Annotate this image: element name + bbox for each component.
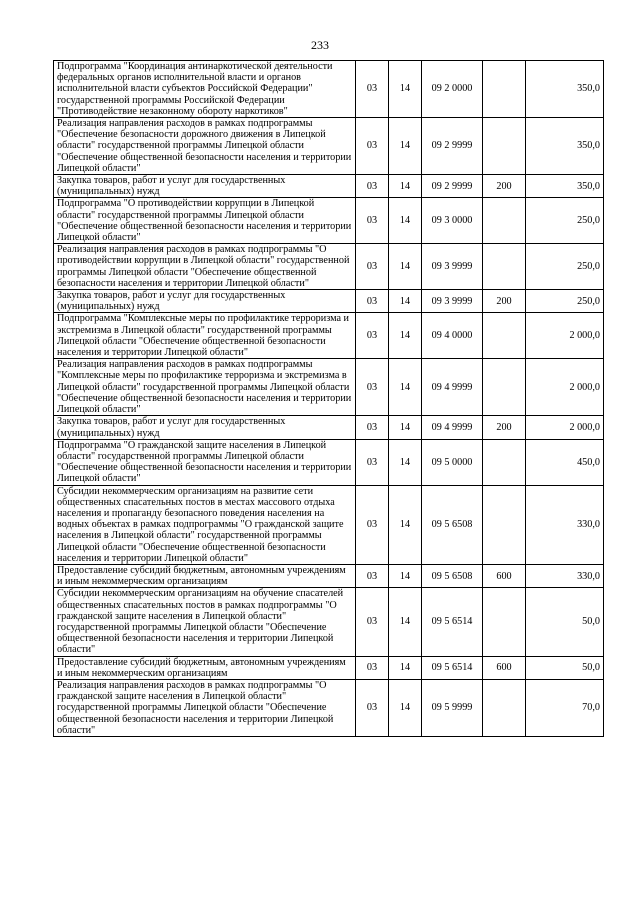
row-target-code: 09 3 9999 <box>422 244 483 290</box>
row-subsection: 14 <box>389 198 422 244</box>
row-section: 03 <box>356 588 389 656</box>
row-target-code: 09 5 6508 <box>422 564 483 587</box>
table-row <box>54 290 604 313</box>
row-section: 03 <box>356 313 389 359</box>
row-name: Закупка товаров, работ и услуг для государственных (муниципальных) нужд <box>54 175 356 198</box>
row-name: Предоставление субсидий бюджетным, автономным учреждениям и иным некоммерческим организациям <box>54 564 356 587</box>
row-target-code: 09 4 9999 <box>422 416 483 439</box>
row-subsection: 14 <box>389 485 422 564</box>
row-name: Реализация направления расходов в рамках подпрограммы "О гражданской защите населения в Липецкой области" государственной программы Липецкой области "Обеспечение общественной безопасности населения и территории Липецкой области" <box>54 679 356 736</box>
row-target-code: 09 2 9999 <box>422 118 483 175</box>
row-expense-type: 600 <box>483 564 526 587</box>
row-section: 03 <box>356 290 389 313</box>
row-expense-type <box>483 359 526 416</box>
row-section: 03 <box>356 564 389 587</box>
row-amount: 330,0 <box>526 485 604 564</box>
row-name: Подпрограмма "О противодействии коррупции в Липецкой области" государственной программы Липецкой области "Обеспечение общественной безопасности населения и территории Липецкой области" <box>54 198 356 244</box>
row-name: Субсидии некоммерческим организациям на обучение спасателей общественных спасательных постов в рамках подпрограммы "О гражданской защите населения в Липецкой области" государственной программы Липецкой области "Обеспечение общественной безопасности населения и территории Липецкой области" <box>54 588 356 656</box>
row-name: Реализация направления расходов в рамках подпрограммы "О противодействии коррупции в Липецкой области" государственной программы Липецкой области "Обеспечение общественной безопасности населения и территории Липецкой области" <box>54 244 356 290</box>
row-expense-type <box>483 679 526 736</box>
row-amount: 2 000,0 <box>526 416 604 439</box>
row-amount: 250,0 <box>526 290 604 313</box>
table-row <box>54 244 604 290</box>
row-expense-type: 200 <box>483 290 526 313</box>
row-target-code: 09 4 9999 <box>422 359 483 416</box>
row-subsection: 14 <box>389 564 422 587</box>
table-row <box>54 118 604 175</box>
row-target-code: 09 4 0000 <box>422 313 483 359</box>
page-number: 233 <box>311 38 329 52</box>
table-row <box>54 175 604 198</box>
row-name: Субсидии некоммерческим организациям на развитие сети общественных спасательных постов в местах массового отдыха населения и пропаганду безопасного поведения населения на водных объектах в рамках подпрограммы "О гражданской защите населения в Липецкой области" государственной программы Липецкой области "Обеспечение общественной безопасности населения и территории Липецкой области" <box>54 485 356 564</box>
budget-table-body <box>54 61 604 737</box>
row-name: Реализация направления расходов в рамках подпрограммы "Комплексные меры по профилактике терроризма и экстремизма в Липецкой области" государственной программы Липецкой области "Обеспечение общественной безопасности населения и территории Липецкой области" <box>54 359 356 416</box>
table-row <box>54 416 604 439</box>
row-expense-type: 200 <box>483 175 526 198</box>
table-row <box>54 439 604 485</box>
row-subsection: 14 <box>389 679 422 736</box>
row-section: 03 <box>356 118 389 175</box>
row-name: Закупка товаров, работ и услуг для государственных (муниципальных) нужд <box>54 290 356 313</box>
row-subsection: 14 <box>389 588 422 656</box>
table-row <box>54 198 604 244</box>
row-expense-type <box>483 485 526 564</box>
row-amount: 350,0 <box>526 175 604 198</box>
row-name: Подпрограмма "Координация антинаркотической деятельности федеральных органов исполнительной власти и органов исполнительной власти субъектов Российской Федерации" государственной программы Российской Федерации "Противодействие незаконному обороту наркотиков" <box>54 61 356 118</box>
table-row <box>54 564 604 587</box>
row-expense-type <box>483 61 526 118</box>
row-amount: 70,0 <box>526 679 604 736</box>
table-row <box>54 485 604 564</box>
row-section: 03 <box>356 485 389 564</box>
row-section: 03 <box>356 416 389 439</box>
row-subsection: 14 <box>389 118 422 175</box>
row-section: 03 <box>356 61 389 118</box>
row-expense-type <box>483 198 526 244</box>
row-target-code: 09 5 6514 <box>422 588 483 656</box>
row-amount: 350,0 <box>526 61 604 118</box>
row-amount: 350,0 <box>526 118 604 175</box>
row-section: 03 <box>356 439 389 485</box>
row-expense-type: 600 <box>483 656 526 679</box>
row-subsection: 14 <box>389 175 422 198</box>
row-amount: 50,0 <box>526 656 604 679</box>
row-amount: 2 000,0 <box>526 313 604 359</box>
row-target-code: 09 5 6508 <box>422 485 483 564</box>
row-target-code: 09 5 6514 <box>422 656 483 679</box>
table-row <box>54 588 604 656</box>
row-amount: 250,0 <box>526 198 604 244</box>
row-subsection: 14 <box>389 61 422 118</box>
row-name: Подпрограмма "Комплексные меры по профилактике терроризма и экстремизма в Липецкой области" государственной программы Липецкой области "Обеспечение общественной безопасности населения и территории Липецкой области" <box>54 313 356 359</box>
row-subsection: 14 <box>389 439 422 485</box>
row-subsection: 14 <box>389 290 422 313</box>
row-expense-type <box>483 244 526 290</box>
row-amount: 250,0 <box>526 244 604 290</box>
row-section: 03 <box>356 175 389 198</box>
table-row <box>54 61 604 118</box>
table-row <box>54 656 604 679</box>
row-expense-type <box>483 439 526 485</box>
row-expense-type <box>483 118 526 175</box>
row-section: 03 <box>356 244 389 290</box>
row-name: Закупка товаров, работ и услуг для государственных (муниципальных) нужд <box>54 416 356 439</box>
row-target-code: 09 2 0000 <box>422 61 483 118</box>
row-name: Реализация направления расходов в рамках подпрограммы "Обеспечение безопасности дорожного движения в Липецкой области" государственной программы Липецкой области "Обеспечение общественной безопасности населения и территории Липецкой области" <box>54 118 356 175</box>
table-row <box>54 679 604 736</box>
row-expense-type: 200 <box>483 416 526 439</box>
budget-table <box>53 60 604 737</box>
row-name: Предоставление субсидий бюджетным, автономным учреждениям и иным некоммерческим организациям <box>54 656 356 679</box>
table-row <box>54 313 604 359</box>
row-target-code: 09 5 9999 <box>422 679 483 736</box>
row-amount: 330,0 <box>526 564 604 587</box>
row-section: 03 <box>356 656 389 679</box>
row-expense-type <box>483 313 526 359</box>
row-name: Подпрограмма "О гражданской защите населения в Липецкой области" государственной программы Липецкой области "Обеспечение общественной безопасности населения и территории Липецкой области" <box>54 439 356 485</box>
row-target-code: 09 3 9999 <box>422 290 483 313</box>
row-target-code: 09 3 0000 <box>422 198 483 244</box>
row-amount: 50,0 <box>526 588 604 656</box>
row-subsection: 14 <box>389 416 422 439</box>
row-subsection: 14 <box>389 244 422 290</box>
row-section: 03 <box>356 198 389 244</box>
row-amount: 450,0 <box>526 439 604 485</box>
row-target-code: 09 2 9999 <box>422 175 483 198</box>
row-expense-type <box>483 588 526 656</box>
row-subsection: 14 <box>389 359 422 416</box>
row-target-code: 09 5 0000 <box>422 439 483 485</box>
table-row <box>54 359 604 416</box>
row-subsection: 14 <box>389 656 422 679</box>
row-subsection: 14 <box>389 313 422 359</box>
row-amount: 2 000,0 <box>526 359 604 416</box>
row-section: 03 <box>356 679 389 736</box>
row-section: 03 <box>356 359 389 416</box>
